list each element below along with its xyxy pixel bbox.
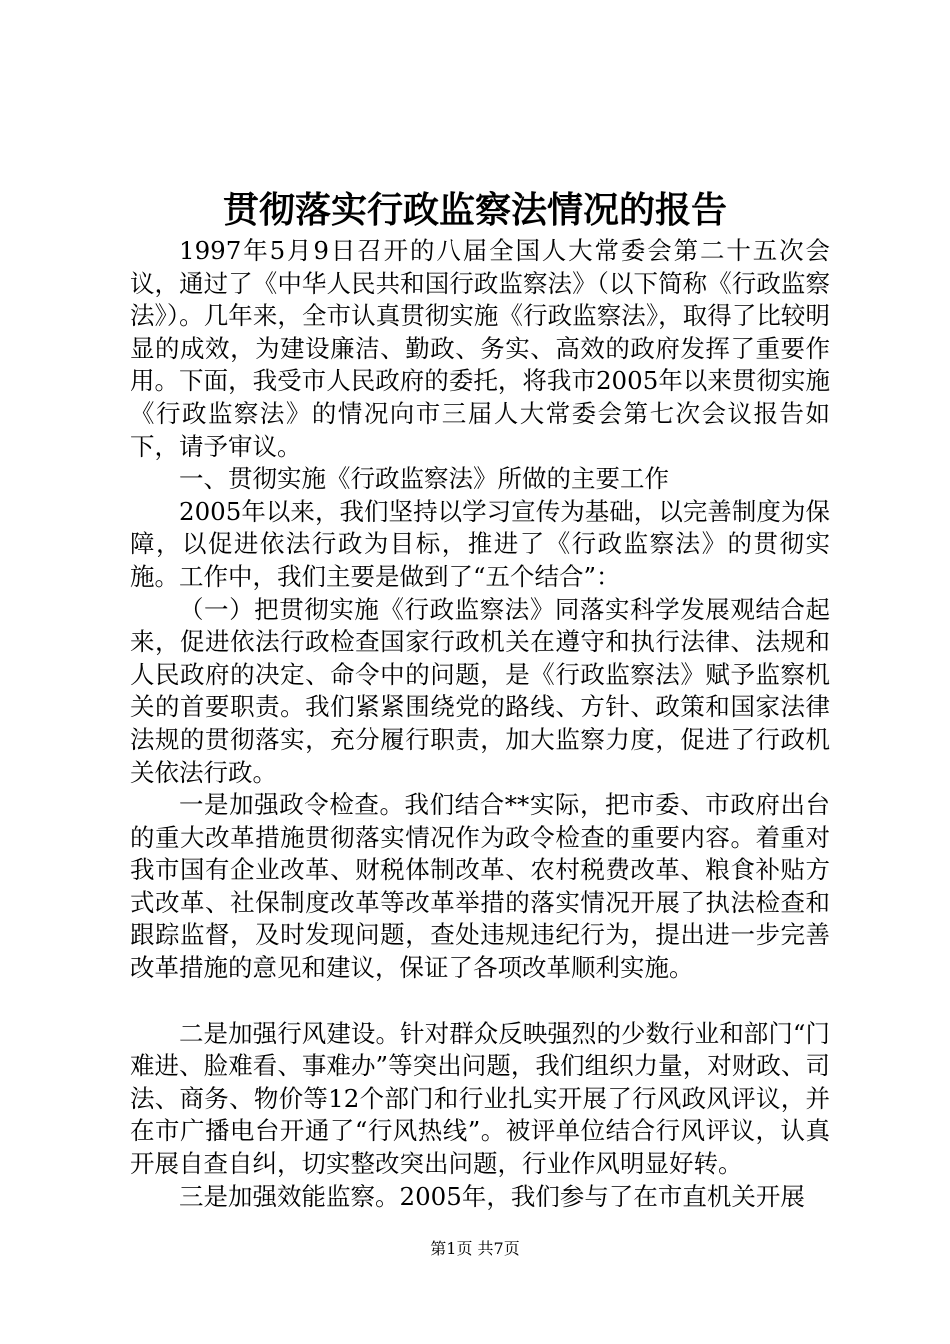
page-number-footer: 第1页 共7页 xyxy=(430,1239,520,1258)
paragraph-intro: 1997年5月9日召开的八届全国人大常委会第二十五次会议，通过了《中华人民共和国行政监察法》（以下简称《行政监察法》）。几年来，全市认真贯彻实施《行政监察法》，取得了比较明显的成效，为建设廉洁、勤政、务实、高效的政府发挥了重要作用。下面，我受市人民政府的委托，将我市2005年以来贯彻实施《行政监察法》的情况向市三届人大常委会第七次会议报告如下，请予审议。 xyxy=(130,236,830,461)
section-heading-1: 一、贯彻实施《行政监察法》所做的主要工作 xyxy=(179,464,669,494)
paragraph-item-3: 三是加强效能监察。2005年，我们参与了在市直机关开展 xyxy=(179,1181,805,1211)
document-body xyxy=(130,235,830,1213)
document-title: 贯彻落实行政监察法情况的报告 xyxy=(222,189,727,231)
paragraph-point-1: （一）把贯彻实施《行政监察法》同落实科学发展观结合起来，促进依法行政检查国家行政机关在遵守和执行法律、法规和人民政府的决定、命令中的问题，是《行政监察法》赋予监察机关的首要职责。我们紧紧围绕党的路线、方针、政策和国家法律法规的贯彻落实，充分履行职责，加大监察力度，促进了行政机关依法行政。 xyxy=(130,594,830,787)
paragraph-overview: 2005年以来，我们坚持以学习宣传为基础，以完善制度为保障，以促进依法行政为目标，推进了《行政监察法》的贯彻实施。工作中，我们主要是做到了“五个结合”： xyxy=(130,496,830,591)
paragraph-item-2: 二是加强行风建设。针对群众反映强烈的少数行业和部门“门难进、脸难看、事难办”等突出问题，我们组织力量，对财政、司法、商务、物价等12个部门和行业扎实开展了行风政风评议，并在市广播电台开通了“行风热线”。被评单位结合行风评议，认真开展自查自纠，切实整改突出问题，行业作风明显好转。 xyxy=(130,1018,830,1179)
paragraph-item-1: 一是加强政令检查。我们结合**实际，把市委、市政府出台的重大改革措施贯彻落实情况作为政令检查的重要内容。着重对我市国有企业改革、财税体制改革、农村税费改革、粮食补贴方式改革、社保制度改革等改革举措的落实情况开展了执法检查和跟踪监督，及时发现问题，查处违规违纪行为，提出进一步完善改革措施的意见和建议，保证了各项改革顺利实施。 xyxy=(130,790,830,983)
